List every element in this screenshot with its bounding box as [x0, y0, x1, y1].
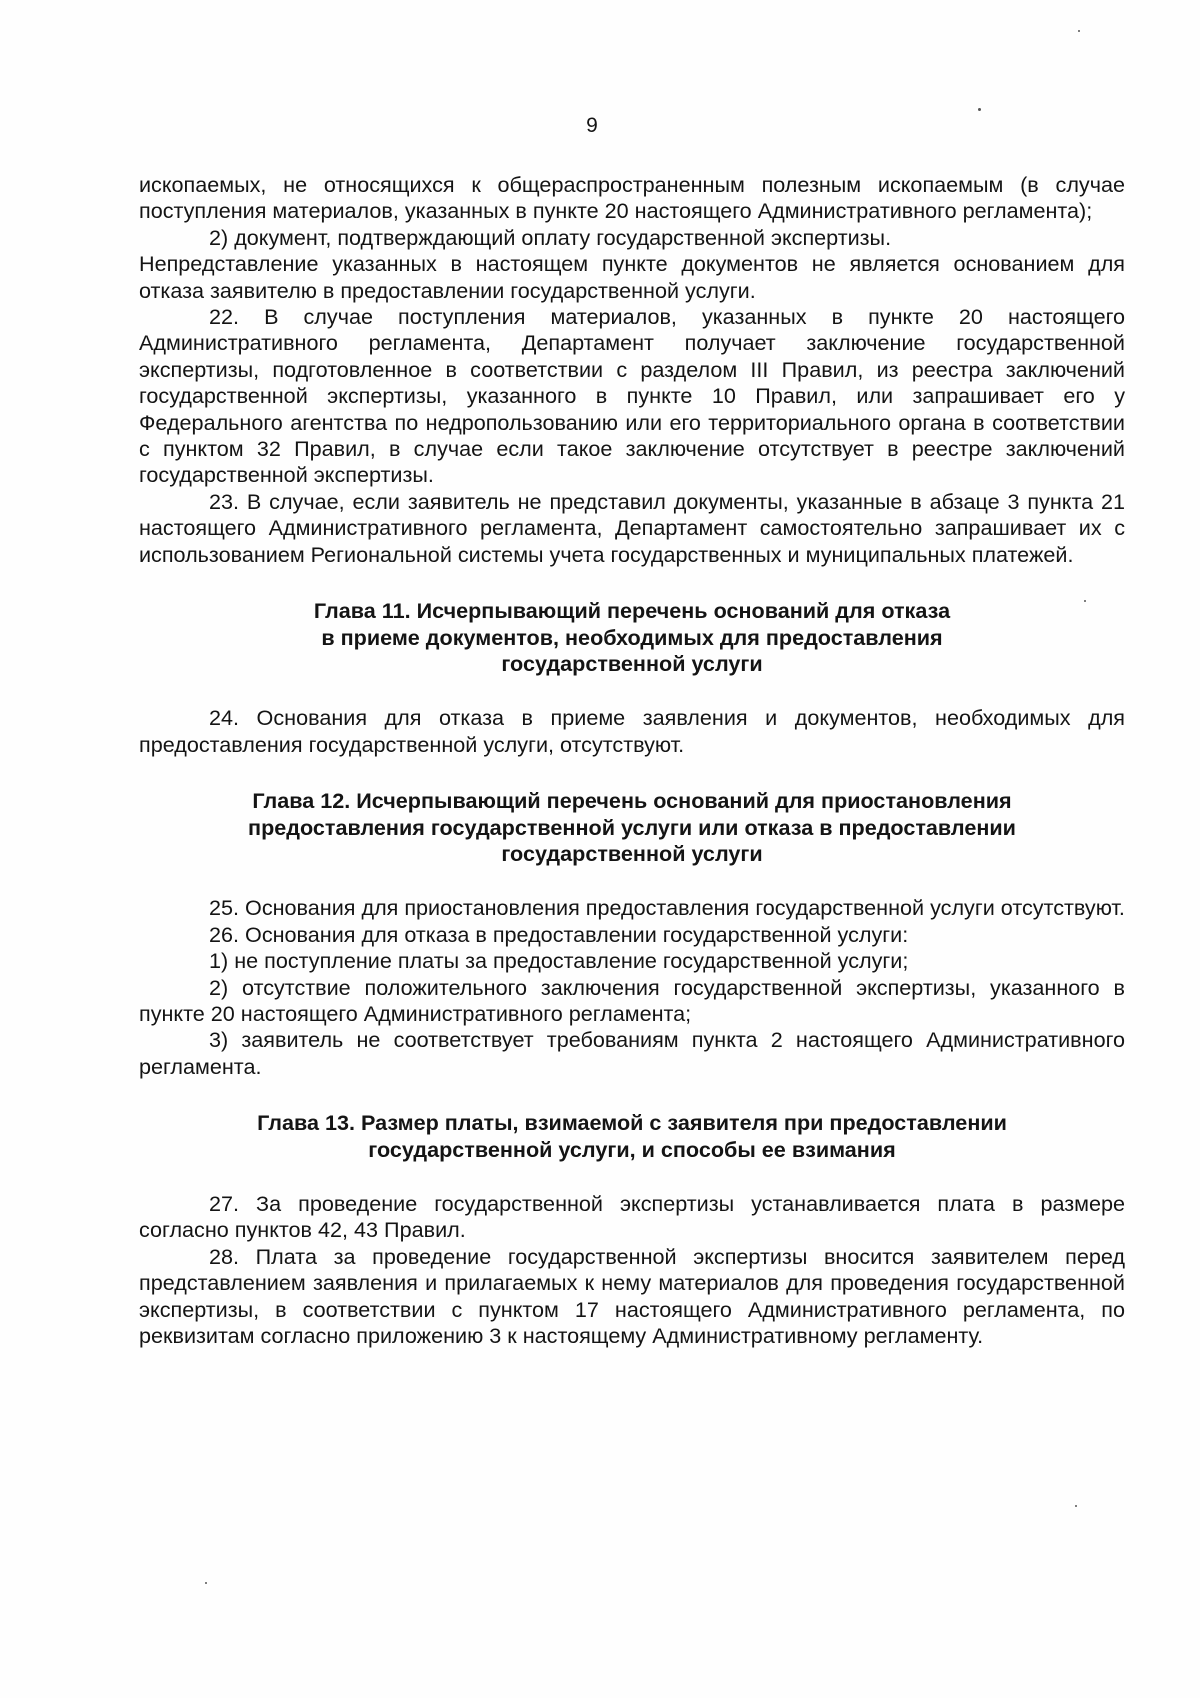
paragraph: 1) не поступление платы за предоставление государственной услуги;: [209, 948, 909, 974]
paragraph: 3) заявитель не соответствует требованиям пункта 2 настоящего Административного регламента.: [139, 1027, 1125, 1079]
chapter-heading: [139, 1110, 1125, 1163]
scan-speck: [205, 1582, 207, 1584]
chapter-heading: [139, 788, 1125, 867]
paragraph: 23. В случае, если заявитель не представил документы, указанные в абзаце 3 пункта 21 настоящего Административного регламента, Департамент самостоятельно запрашивает их с использованием Региональной системы учета государственных и муниципальных платежей.: [139, 488, 1125, 567]
paragraph: Непредставление указанных в настоящем пункте документов не является основанием для отказа заявителю в предоставлении государственной услуги.: [139, 251, 1125, 303]
scan-speck: [978, 108, 981, 111]
chapter-heading-line: государственной услуги: [501, 650, 763, 676]
chapter-heading-line: государственной услуги, и способы ее взимания: [368, 1136, 896, 1162]
scan-speck: [1075, 1505, 1077, 1507]
scan-speck: [1078, 30, 1080, 32]
paragraph: 22. В случае поступления материалов, указанных в пункте 20 настоящего Административного регламента, Департамент получает заключение государственной экспертизы, подготовленное в соответствии с разделом III Правил, из реестра заключений государственной экспертизы, указанного в пункте 10 Правил, или запрашивает его у Федерального агентства по недропользованию или его территориального органа в соответствии с пунктом 32 Правил, в случае если такое заключение отсутствует в реестре заключений государственной экспертизы.: [139, 304, 1125, 488]
paragraph: 28. Плата за проведение государственной экспертизы вносится заявителем перед представлением заявления и прилагаемых к нему материалов для проведения государственной экспертизы, в соответствии с пунктом 17 настоящего Административного регламента, по реквизитам согласно приложению 3 к настоящему Административному регламенту.: [139, 1243, 1125, 1349]
paragraph: 2) документ, подтверждающий оплату государственной экспертизы.: [209, 224, 892, 250]
paragraph: 25. Основания для приостановления предоставления государственной услуги отсутствуют.: [209, 895, 1125, 921]
chapter-heading-line: в приеме документов, необходимых для предоставления: [321, 624, 943, 650]
paragraph: 24. Основания для отказа в приеме заявления и документов, необходимых для предоставления государственной услуги, отсутствуют.: [139, 705, 1125, 757]
chapter-heading-line: государственной услуги: [501, 840, 763, 866]
paragraph: 27. За проведение государственной экспертизы устанавливается плата в размере согласно пунктов 42, 43 Правил.: [139, 1191, 1125, 1243]
chapter-heading: [139, 598, 1125, 677]
chapter-heading-line: предоставления государственной услуги или отказа в предоставлении: [248, 814, 1016, 840]
chapter-heading-line: Глава 11. Исчерпывающий перечень оснований для отказа: [313, 598, 951, 624]
document-body: [139, 172, 1125, 1349]
paragraph: ископаемых, не относящихся к общераспространенным полезным ископаемым (в случае поступления материалов, указанных в пункте 20 настоящего Административного регламента);: [139, 172, 1125, 224]
paragraph: 26. Основания для отказа в предоставлении государственной услуги:: [209, 921, 909, 947]
page-number: 9: [586, 114, 598, 137]
paragraph: 2) отсутствие положительного заключения государственной экспертизы, указанного в пункте 20 настоящего Административного регламента;: [139, 974, 1125, 1026]
chapter-heading-line: Глава 13. Размер платы, взимаемой с заявителя при предоставлении: [257, 1110, 1007, 1136]
chapter-heading-line: Глава 12. Исчерпывающий перечень оснований для приостановления: [252, 788, 1012, 814]
scan-speck: [1084, 600, 1086, 602]
